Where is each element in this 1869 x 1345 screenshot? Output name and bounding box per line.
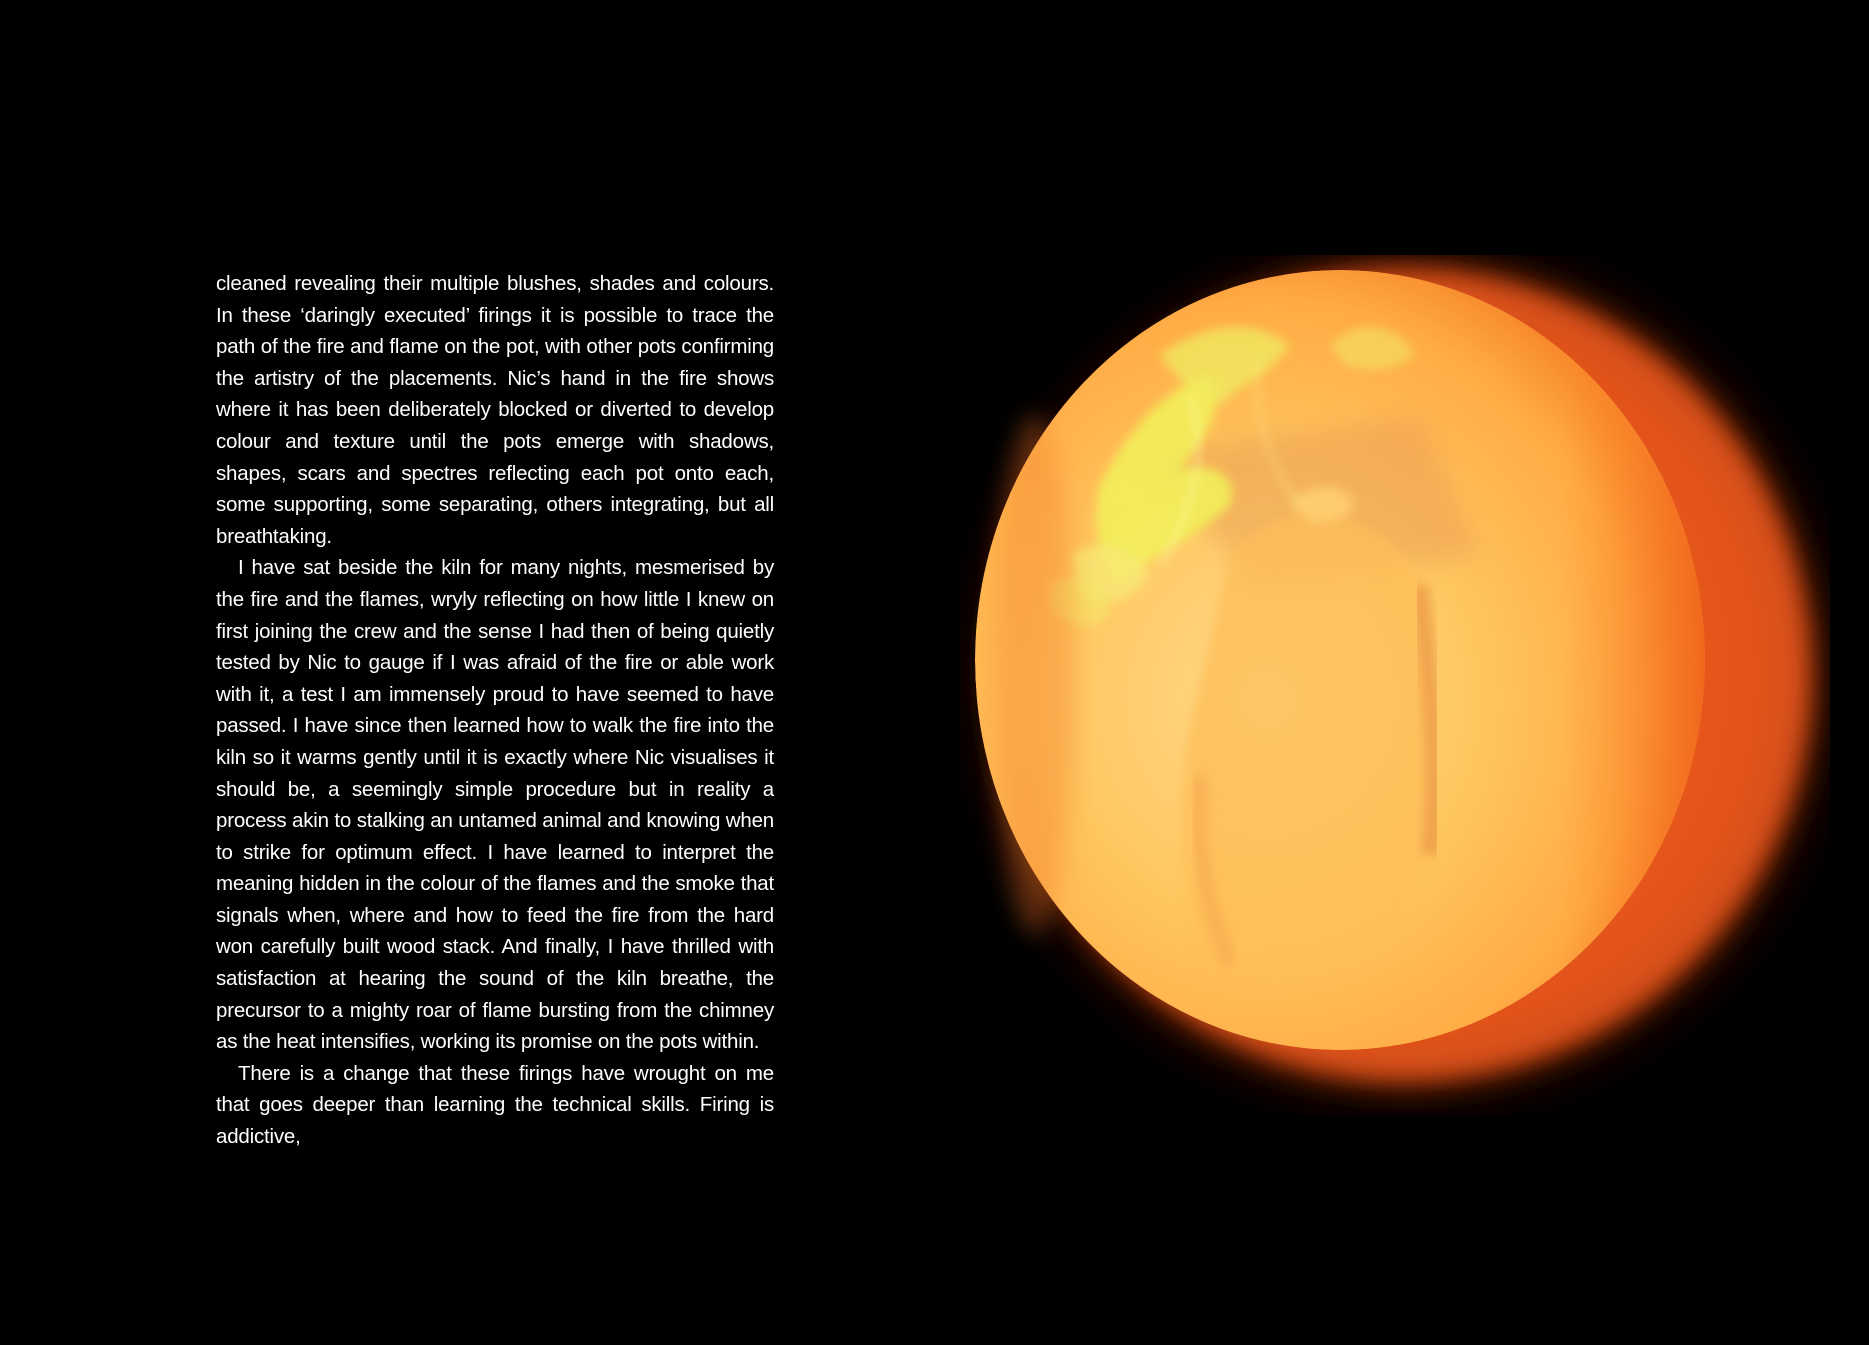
body-paragraph-2: I have sat beside the kiln for many nights, mesmerised by the fire and the flames, wryly reflecting on how little I knew on first joining the crew and the sense I had then of being quietly tested by Nic to gauge if I was afraid of the fire or able work with it, a test I am immensely proud to have seemed to have passed. I have since then learned how to walk the fire into the kiln so it warms gently until it is exactly where Nic visualises it should be, a seemingly simple procedure but in reality a process akin to stalking an untamed animal and knowing when to strike for optimum effect. I have learned to interpret the meaning hidden in the colour of the flames and the smoke that signals when, where and how to feed the fire from the hard won carefully built wood stack. And finally, I have thrilled with satisfaction at hearing the sound of the kiln breathe, the precursor to a mighty roar of flame bursting from the chimney as the heat intensifies, working its promise on the pots within. bbox=[216, 556, 774, 1054]
kiln-spyhole-illustration bbox=[960, 255, 1830, 1115]
kiln-interior bbox=[975, 270, 1705, 1050]
body-text-column bbox=[216, 268, 774, 1153]
body-paragraph-3: There is a change that these firings have wrought on me that goes deeper than learning the technical skills. Firing is addictive, bbox=[216, 1061, 774, 1149]
body-paragraph-1: cleaned revealing their multiple blushes, shades and colours. In these ‘daringly executed’ firings it is possible to trace the path of the fire and flame on the pot, with other pots confirming the artistry of the placements. Nic’s hand in the fire shows where it has been deliberately blocked or diverted to develop colour and texture until the pots emerge with shadows, shapes, scars and spectres reflecting each pot onto each, some supporting, some separating, others integrating, but all breathtaking. bbox=[216, 272, 774, 548]
kiln-spyhole-photo bbox=[960, 255, 1830, 1115]
